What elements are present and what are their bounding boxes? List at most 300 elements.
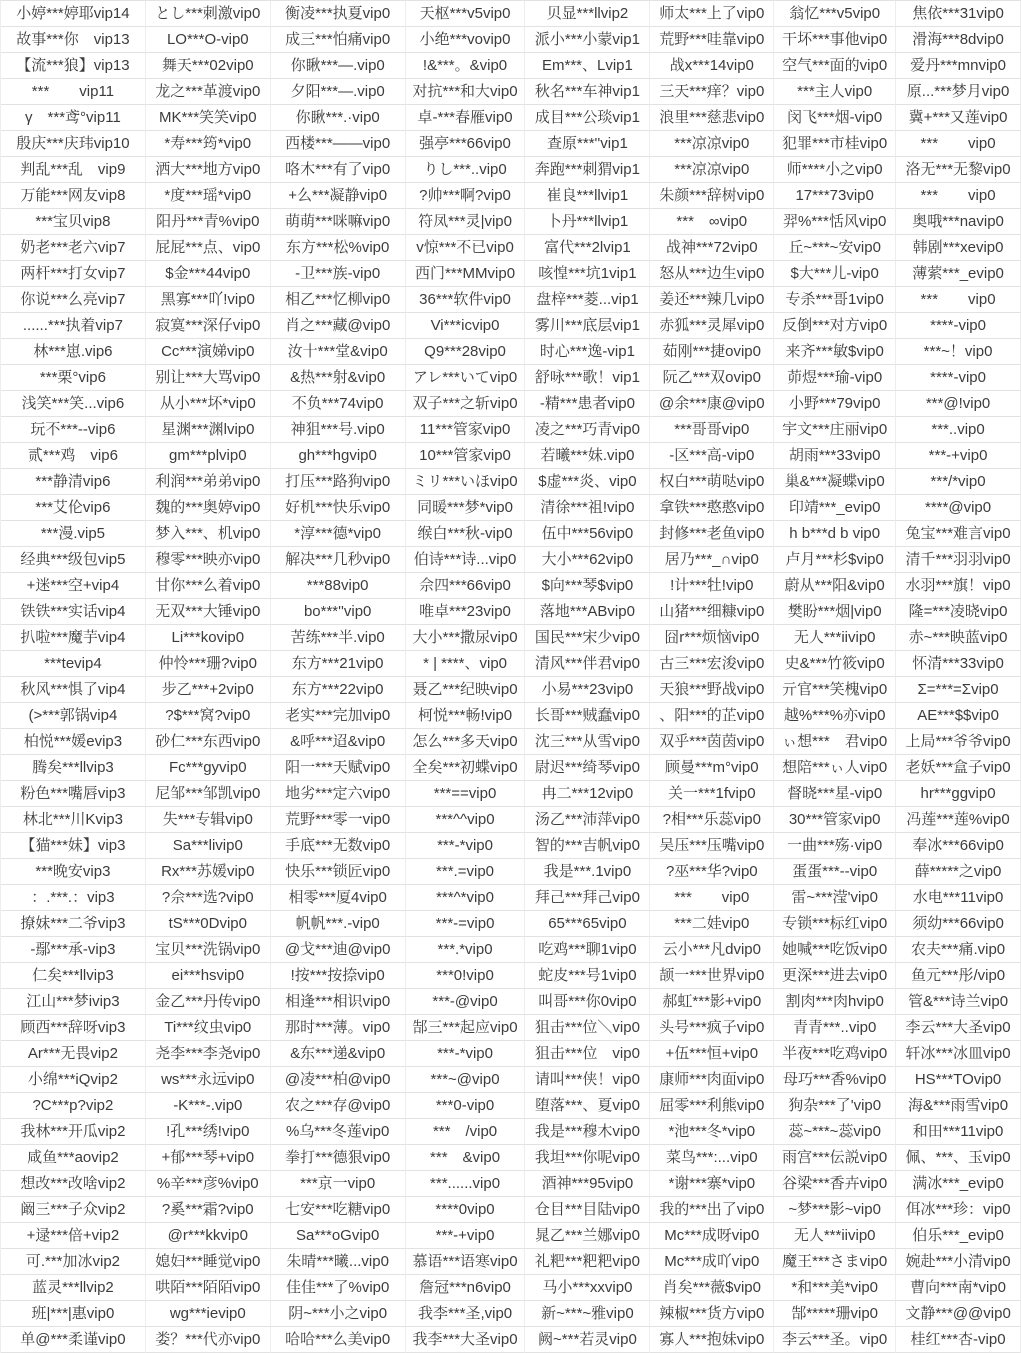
user-cell: *** /vip0 (406, 1119, 526, 1145)
user-cell: 羿%***恬风vip0 (774, 209, 896, 235)
user-cell: 小野***79vip0 (774, 391, 896, 417)
user-cell: ***~！vip0 (896, 339, 1021, 365)
user-cell: 三天***痒？vip0 (650, 79, 774, 105)
user-cell: 茹刚***捷ovip0 (650, 339, 774, 365)
user-cell: 大小***撒尿vip0 (406, 625, 526, 651)
user-cell: 干坏***事他vip0 (774, 27, 896, 53)
user-cell: bo***''vip0 (271, 599, 406, 625)
user-cell: 原...***梦月vip0 (896, 79, 1021, 105)
user-cell: 清千***羽羽vip0 (896, 547, 1021, 573)
user-cell: ?相***乐蕊vip0 (650, 807, 774, 833)
user-cell: ***0!vip0 (406, 963, 526, 989)
user-cell: !孔***绣!vip0 (146, 1119, 271, 1145)
user-cell: ***-+vip0 (406, 1223, 526, 1249)
user-cell: 缑白***秋-vip0 (406, 521, 526, 547)
user-cell: 小婷***婷耶vip14 (1, 1, 146, 27)
user-cell: 农之***存@vip0 (271, 1093, 406, 1119)
user-cell: 娄？***代亦vip0 (146, 1327, 271, 1353)
user-cell: 无双***大锤vip0 (146, 599, 271, 625)
user-cell: 居乃***_∩vip0 (650, 547, 774, 573)
user-cell: 同暖***梦*vip0 (406, 495, 526, 521)
user-cell: 聂乙***纪映vip0 (406, 677, 526, 703)
user-cell: 马小***xxvip0 (525, 1275, 650, 1301)
user-cell: Em***、Lvip1 (525, 53, 650, 79)
user-cell: %辛***彦%vip0 (146, 1171, 271, 1197)
user-cell: Mc***成吖vip0 (650, 1249, 774, 1275)
user-cell: -卫***族-vip0 (271, 261, 406, 287)
user-cell: 肖矣***薇$vip0 (650, 1275, 774, 1301)
user-cell: 请叫***侠！vip0 (525, 1067, 650, 1093)
user-cell: ***-*vip0 (406, 1041, 526, 1067)
user-cell: 雷~***滢'vip0 (774, 885, 896, 911)
user-cell: 顾曼***m°vip0 (650, 755, 774, 781)
user-cell: 轩冰***冰皿vip0 (896, 1041, 1021, 1067)
user-cell: 阚三***子众vip2 (1, 1197, 146, 1223)
user-cell: 利润***弟弟vip0 (146, 469, 271, 495)
user-cell: 狙击***位 vip0 (525, 1041, 650, 1067)
user-cell: 屁屁***点、vip0 (146, 235, 271, 261)
user-cell: 舞天***02vip0 (146, 53, 271, 79)
user-cell: 穆零***映亦vip0 (146, 547, 271, 573)
user-cell: ?$***窝?vip0 (146, 703, 271, 729)
user-cell: 拜己***拜己vip0 (525, 885, 650, 911)
user-cell: 一曲***殇·vip0 (774, 833, 896, 859)
user-cell: ***凉凉vip0 (650, 157, 774, 183)
user-cell: ***-*vip0 (406, 833, 526, 859)
user-cell: MK***笑笑vip0 (146, 105, 271, 131)
user-cell: ミリ***いほvip0 (406, 469, 526, 495)
user-cell: ：.***.：vip3 (1, 885, 146, 911)
user-cell: 那时***薄。vip0 (271, 1015, 406, 1041)
user-cell: HS***TOvip0 (896, 1067, 1021, 1093)
user-cell: 薄萦***_evip0 (896, 261, 1021, 287)
user-cell: 宇文***庄丽vip0 (774, 417, 896, 443)
user-cell: 无人***iivip0 (774, 625, 896, 651)
user-cell: 哈哈***么美vip0 (271, 1327, 406, 1353)
user-cell: 阮乙***双ovip0 (650, 365, 774, 391)
user-cell: 管&***诗兰vip0 (896, 989, 1021, 1015)
user-cell: 从小***坏*vip0 (146, 391, 271, 417)
user-cell: 魔王***さまvip0 (774, 1249, 896, 1275)
user-cell: ~梦***影~vip0 (774, 1197, 896, 1223)
user-cell: &东***递&vip0 (271, 1041, 406, 1067)
user-cell: @戈***迪@vip0 (271, 937, 406, 963)
user-cell: 双乎***茵茵vip0 (650, 729, 774, 755)
user-cell: 舒咏***歌！vip1 (525, 365, 650, 391)
user-cell: ***^^vip0 (406, 807, 526, 833)
user-cell: 七安***吃糖vip0 (271, 1197, 406, 1223)
user-cell: $向***琴$vip0 (525, 573, 650, 599)
user-cell: 伯乐***_evip0 (896, 1223, 1021, 1249)
user-cell: 腾矣***llvip3 (1, 755, 146, 781)
user-cell: 奶老***老六vip7 (1, 235, 146, 261)
user-cell: 想陪***ぃ人vip0 (774, 755, 896, 781)
user-cell: -区***高-vip0 (650, 443, 774, 469)
user-cell: 囧r***烦恼vip0 (650, 625, 774, 651)
user-cell: 佳佳***了%vip0 (271, 1275, 406, 1301)
user-cell: *** vip11 (1, 79, 146, 105)
user-cell: AE***$$vip0 (896, 703, 1021, 729)
user-cell: *** ∞vip0 (650, 209, 774, 235)
user-cell: γ ***鸢°vip11 (1, 105, 146, 131)
user-cell: 薛*****之vip0 (896, 859, 1021, 885)
user-cell: 越%***%亦vip0 (774, 703, 896, 729)
user-cell: 寡人***抱妹vip0 (650, 1327, 774, 1353)
user-cell: りし***..vip0 (406, 157, 526, 183)
user-cell: 蔚从***阳&vip0 (774, 573, 896, 599)
user-cell: !&***。&vip0 (406, 53, 526, 79)
user-cell: 符凤***灵|vip0 (406, 209, 526, 235)
user-cell: 头号***疯子vip0 (650, 1015, 774, 1041)
user-cell: ***tevip4 (1, 651, 146, 677)
user-cell: 扒啦***魔芋vip4 (1, 625, 146, 651)
user-cell: 派小***小蒙vip1 (525, 27, 650, 53)
user-cell: 焦依***31vip0 (896, 1, 1021, 27)
user-cell: 反倒***对方vip0 (774, 313, 896, 339)
user-cell: 战神***72vip0 (650, 235, 774, 261)
user-cell: @r***kkvip0 (146, 1223, 271, 1249)
user-cell: (>***郭锅vip4 (1, 703, 146, 729)
user-cell: ****-vip0 (896, 365, 1021, 391)
user-cell: 大小***62vip0 (525, 547, 650, 573)
user-cell: 山猪***细糠vip0 (650, 599, 774, 625)
user-cell: 我坦***你呢vip0 (525, 1145, 650, 1171)
user-cell: Ti***纹虫vip0 (146, 1015, 271, 1041)
user-cell: 文静***@@vip0 (896, 1301, 1021, 1327)
user-cell: 老妖***盒子vip0 (896, 755, 1021, 781)
user-cell: -鄢***承-vip3 (1, 937, 146, 963)
user-cell: 唯卓***23vip0 (406, 599, 526, 625)
user-cell: Sa***livip0 (146, 833, 271, 859)
user-cell: 尧李***李尧vip0 (146, 1041, 271, 1067)
user-cell: ?帅***啊?vip0 (406, 183, 526, 209)
user-cell: 卜丹***llvip1 (525, 209, 650, 235)
user-cell: 我李***圣,vip0 (406, 1301, 526, 1327)
user-cell: 她喊***吃饭vip0 (774, 937, 896, 963)
user-cell: 战x***14vip0 (650, 53, 774, 79)
user-cell: 你瞅***—.vip0 (271, 53, 406, 79)
user-cell: * | ****、vip0 (406, 651, 526, 677)
user-cell: *** vip0 (650, 885, 774, 911)
user-cell: gm***plvip0 (146, 443, 271, 469)
user-cell: 怒从***边生vip0 (650, 261, 774, 287)
user-cell: 专杀***哥1vip0 (774, 287, 896, 313)
user-cell: 阳丹***青%vip0 (146, 209, 271, 235)
user-cell: アレ***いてvip0 (406, 365, 526, 391)
user-cell: 来齐***敏$vip0 (774, 339, 896, 365)
user-cell: 狗杂***了'vip0 (774, 1093, 896, 1119)
user-cell: ***@!vip0 (896, 391, 1021, 417)
user-cell: ......***执着vip7 (1, 313, 146, 339)
user-cell: 想改***改啥vip2 (1, 1171, 146, 1197)
user-cell: ei***hsvip0 (146, 963, 271, 989)
user-cell: ぃ想*** 君vip0 (774, 729, 896, 755)
user-cell: 小绵***iQvip2 (1, 1067, 146, 1093)
user-cell: 伍中***56vip0 (525, 521, 650, 547)
user-cell: 郜三***起应vip0 (406, 1015, 526, 1041)
user-cell: 对抗***和大vip0 (406, 79, 526, 105)
user-cell: 冯莲***莲%vip0 (896, 807, 1021, 833)
user-cell: wg***ievip0 (146, 1301, 271, 1327)
user-cell: +逯***倍+vip2 (1, 1223, 146, 1249)
user-cell: 犯罪***市桂vip0 (774, 131, 896, 157)
user-cell: 万能***网友vip8 (1, 183, 146, 209)
user-cell: Vi***icvip0 (406, 313, 526, 339)
user-cell: $大***儿-vip0 (774, 261, 896, 287)
user-cell: 咳惶***坑1vip1 (525, 261, 650, 287)
user-cell: 萌萌***咪嘛vip0 (271, 209, 406, 235)
user-cell: 叫哥***你0vip0 (525, 989, 650, 1015)
user-cell: 雨宫***伝説vip0 (774, 1145, 896, 1171)
user-cell: 粉色***嘴唇vip3 (1, 781, 146, 807)
user-cell: 清风***伴君vip0 (525, 651, 650, 677)
user-cell: 落地***ABvip0 (525, 599, 650, 625)
user-cell: 东方***21vip0 (271, 651, 406, 677)
user-cell: 汝十***堂&vip0 (271, 339, 406, 365)
user-cell: Fc***gyvip0 (146, 755, 271, 781)
user-cell: !计***牡!vip0 (650, 573, 774, 599)
user-cell: 巢&***凝蝶vip0 (774, 469, 896, 495)
user-cell: ?C***p?vip2 (1, 1093, 146, 1119)
user-cell: 我林***开瓜vip2 (1, 1119, 146, 1145)
user-cell: 尉迟***绮琴vip0 (525, 755, 650, 781)
user-cell: 手底***无数vip0 (271, 833, 406, 859)
user-cell: 浅笑***笑...vip6 (1, 391, 146, 417)
user-cell: $金***44vip0 (146, 261, 271, 287)
user-cell: 和田***11vip0 (896, 1119, 1021, 1145)
user-cell: 殷庆***庆玮vip10 (1, 131, 146, 157)
user-cell: 失***专辑vip0 (146, 807, 271, 833)
user-cell: 阳一***天赋vip0 (271, 755, 406, 781)
user-cell: 新~***~雅vip0 (525, 1301, 650, 1327)
user-cell: 爱丹***mnvip0 (896, 53, 1021, 79)
user-cell: 时心***逸-vip1 (525, 339, 650, 365)
user-cell: 哄陌***陌陌vip0 (146, 1275, 271, 1301)
user-cell: 相乙***忆柳vip0 (271, 287, 406, 313)
user-cell: 长哥***贼蠢vip0 (525, 703, 650, 729)
user-cell: -K***-.vip0 (146, 1093, 271, 1119)
user-cell: 关一***1fvip0 (650, 781, 774, 807)
user-cell: 狙击***位＼vip0 (525, 1015, 650, 1041)
user-cell: 东方***松%vip0 (271, 235, 406, 261)
user-cell: 赤狐***灵犀vip0 (650, 313, 774, 339)
user-cell: 堕落***、夏vip0 (525, 1093, 650, 1119)
user-cell: 冀+***又莲vip0 (896, 105, 1021, 131)
user-cell: 洛无***无黎vip0 (896, 157, 1021, 183)
user-cell: 韩剧***xevip0 (896, 235, 1021, 261)
user-cell: 10***管家vip0 (406, 443, 526, 469)
user-cell: 30***管家vip0 (774, 807, 896, 833)
user-cell: 曹向***南*vip0 (896, 1275, 1021, 1301)
user-cell: 可.***加冰vip2 (1, 1249, 146, 1275)
user-cell: &呼***迢&vip0 (271, 729, 406, 755)
user-cell: 菜鸟***:...vip0 (650, 1145, 774, 1171)
user-cell: -精***患者vip0 (525, 391, 650, 417)
user-cell: 茆煜***瑜-vip0 (774, 365, 896, 391)
user-cell: 郝虹***影+vip0 (650, 989, 774, 1015)
user-cell: 朱晴***曦...vip0 (271, 1249, 406, 1275)
user-cell: 礼粑***粑粑vip0 (525, 1249, 650, 1275)
user-cell: 冉二***12vip0 (525, 781, 650, 807)
user-cell: &热***射&vip0 (271, 365, 406, 391)
user-cell: 双子***之斩vip0 (406, 391, 526, 417)
user-cell: 别让***大骂vip0 (146, 365, 271, 391)
user-cell: 空气***面的vip0 (774, 53, 896, 79)
user-cell: 崔良***llvip1 (525, 183, 650, 209)
user-cell: 经典***级包vip5 (1, 547, 146, 573)
user-cell: Sa***oGvip0 (271, 1223, 406, 1249)
user-cell: 17***73vip0 (774, 183, 896, 209)
user-cell: ***京一vip0 (271, 1171, 406, 1197)
user-cell: 赤~***映蓝vip0 (896, 625, 1021, 651)
user-cell: 蕊~***~蕊vip0 (774, 1119, 896, 1145)
user-cell: 翁忆***v5vip0 (774, 1, 896, 27)
user-cell: 两杆***打女vip7 (1, 261, 146, 287)
user-cell: ***-=vip0 (406, 911, 526, 937)
user-cell: 魏的***奥婷vip0 (146, 495, 271, 521)
user-cell: ***-@vip0 (406, 989, 526, 1015)
user-cell: 朱颜***辞树vip0 (650, 183, 774, 209)
user-cell: 郜*****珊vip0 (774, 1301, 896, 1327)
user-cell: 奥哦***navip0 (896, 209, 1021, 235)
user-cell: ***二娃vip0 (650, 911, 774, 937)
user-cell: 海&***雨雪vip0 (896, 1093, 1021, 1119)
user-cell: ***哥哥vip0 (650, 417, 774, 443)
user-cell: 金乙***丹传vip0 (146, 989, 271, 1015)
user-cell: 云小***凡dvip0 (650, 937, 774, 963)
user-cell: !按***按捺vip0 (271, 963, 406, 989)
user-cell: 甘你***么着vip0 (146, 573, 271, 599)
user-cell: ****0vip0 (406, 1197, 526, 1223)
user-cell: ***^*vip0 (406, 885, 526, 911)
user-cell: Mc***成呀vip0 (650, 1223, 774, 1249)
user-cell: 割肉***肉hvip0 (774, 989, 896, 1015)
user-cell: Ar***无畏vip2 (1, 1041, 146, 1067)
user-cell: 奔跑***刺猬vip1 (525, 157, 650, 183)
user-cell: ***0-vip0 (406, 1093, 526, 1119)
user-cell: %乌***冬莲vip0 (271, 1119, 406, 1145)
user-cell: 盘梓***菱...vip1 (525, 287, 650, 313)
user-cell: 怀清***33vip0 (896, 651, 1021, 677)
user-cell: ****@vip0 (896, 495, 1021, 521)
user-cell: 樊盼***烟|vip0 (774, 599, 896, 625)
user-cell: 仁矣***llvip3 (1, 963, 146, 989)
user-cell: 半夜***吃鸡vip0 (774, 1041, 896, 1067)
user-cell: 你说***么亮vip7 (1, 287, 146, 313)
user-cell: *度***瑶*vip0 (146, 183, 271, 209)
user-cell: 媳妇***睡觉vip0 (146, 1249, 271, 1275)
user-cell: 查原***''vip1 (525, 131, 650, 157)
user-cell: ***主人vip0 (774, 79, 896, 105)
user-cell: 胡雨***33vip0 (774, 443, 896, 469)
user-cell: 铁铁***实话vip4 (1, 599, 146, 625)
user-cell: 贝显***llvip2 (525, 1, 650, 27)
user-cell: 卓-***春雁vip0 (406, 105, 526, 131)
user-cell: 黑寡***吖!vip0 (146, 287, 271, 313)
user-cell: 清徐***祖!vip0 (525, 495, 650, 521)
user-cell: 晁乙***兰娜vip0 (525, 1223, 650, 1249)
user-cell: 相零***厦4vip0 (271, 885, 406, 911)
user-cell: 咸鱼***aovip2 (1, 1145, 146, 1171)
user-cell: ws***永远vip0 (146, 1067, 271, 1093)
user-cell: +么***凝静vip0 (271, 183, 406, 209)
user-cell: 打压***路狗vip0 (271, 469, 406, 495)
user-cell: 农夫***痛.vip0 (896, 937, 1021, 963)
user-cell: 36***软件vip0 (406, 287, 526, 313)
user-cell: *** vip0 (896, 287, 1021, 313)
user-cell: 权白***萌哒vip0 (650, 469, 774, 495)
user-cell: ***-+vip0 (896, 443, 1021, 469)
user-cell: 西门***MMvip0 (406, 261, 526, 287)
user-cell: @凌***柏@vip0 (271, 1067, 406, 1093)
user-cell: 单@***柔谨vip0 (1, 1327, 146, 1353)
user-cell: 梦入***、机vip0 (146, 521, 271, 547)
user-cell: 康师***肉面vip0 (650, 1067, 774, 1093)
user-cell: 贰***鸡 vip6 (1, 443, 146, 469)
user-cell: 我的***出了vip0 (650, 1197, 774, 1223)
user-cell: 婉赴***小清vip0 (896, 1249, 1021, 1275)
user-cell: 青青***..vip0 (774, 1015, 896, 1041)
user-cell: 仲怜***珊?vip0 (146, 651, 271, 677)
user-cell: Q9***28vip0 (406, 339, 526, 365)
user-cell: ***凉凉vip0 (650, 131, 774, 157)
user-cell: 吴压***压嘴vip0 (650, 833, 774, 859)
user-cell: ***/*vip0 (896, 469, 1021, 495)
user-cell: 老实***完加vip0 (271, 703, 406, 729)
user-cell: 拳打***德狠vip0 (271, 1145, 406, 1171)
user-cell: 辣椒***货方vip0 (650, 1301, 774, 1327)
user-cell: 古三***宏浚vip0 (650, 651, 774, 677)
user-cell: +迷***空+vip4 (1, 573, 146, 599)
user-cell: ***宝贝vip8 (1, 209, 146, 235)
user-cell: 咯木***有了vip0 (271, 157, 406, 183)
user-cell: ***漫.vip5 (1, 521, 146, 547)
user-cell: 奉冰***66vip0 (896, 833, 1021, 859)
user-cell: 强亭***66vip0 (406, 131, 526, 157)
user-cell: 故事***你 vip13 (1, 27, 146, 53)
user-cell: 夕阳***—.vip0 (271, 79, 406, 105)
user-cell: 判乱***乱 vip9 (1, 157, 146, 183)
user-cell: ?佘***选?vip0 (146, 885, 271, 911)
user-cell: 好机***快乐vip0 (271, 495, 406, 521)
user-cell: 快乐***锁匠vip0 (271, 859, 406, 885)
user-cell: 李云***大圣vip0 (896, 1015, 1021, 1041)
user-cell: 我是***.1vip0 (525, 859, 650, 885)
user-cell: 你瞅***.·vip0 (271, 105, 406, 131)
user-cell: 怎么***多天vip0 (406, 729, 526, 755)
user-cell: tS***0Dvip0 (146, 911, 271, 937)
user-cell: 隆=***凌晓vip0 (896, 599, 1021, 625)
user-cell: 成三***怕痛vip0 (271, 27, 406, 53)
user-cell: 印靖***_evip0 (774, 495, 896, 521)
user-cell: ?巫***华?vip0 (650, 859, 774, 885)
user-cell: 苦练***半.vip0 (271, 625, 406, 651)
user-cell: 阙~***若灵vip0 (525, 1327, 650, 1353)
user-cell: 专锁***标红vip0 (774, 911, 896, 937)
user-cell: 上局***爷爷vip0 (896, 729, 1021, 755)
user-cell: 酒神***95vip0 (525, 1171, 650, 1197)
user-cell: 佴冰***珍：vip0 (896, 1197, 1021, 1223)
user-cell: 母巧***香%vip0 (774, 1067, 896, 1093)
user-cell: 智的***吉帆vip0 (525, 833, 650, 859)
user-cell: 荒野***哇靠vip0 (650, 27, 774, 53)
user-cell: 秋名***车神vip1 (525, 79, 650, 105)
user-cell: 姜还***辣几vip0 (650, 287, 774, 313)
user-cell: 慕语***语寒vip0 (406, 1249, 526, 1275)
user-cell: 洒大***地方vip0 (146, 157, 271, 183)
user-cell: 东方***22vip0 (271, 677, 406, 703)
user-cell: *** &vip0 (406, 1145, 526, 1171)
